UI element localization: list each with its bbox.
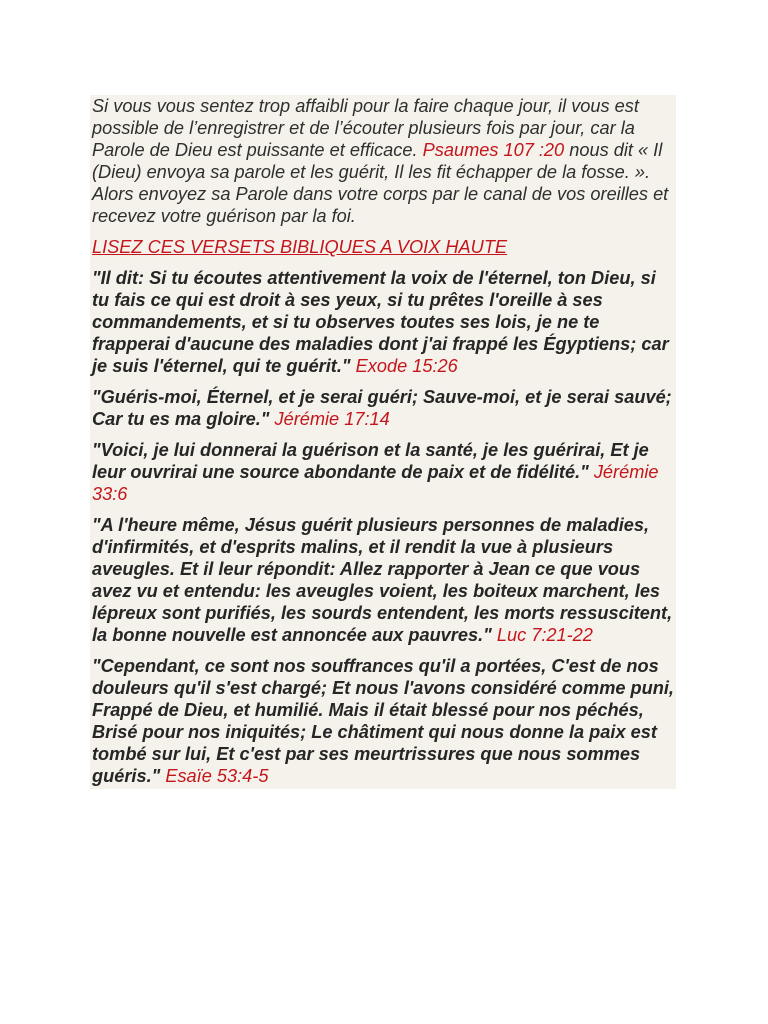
intro-text-continued: nous dit « Il (Dieu) envoya sa parole et les guérit, Il les fit échapper de la fosse. ». Alors envoyez sa Parole dans votre corps par le canal de vos oreilles et recevez votre guérison par la foi. bbox=[92, 140, 669, 226]
verse-text: "Guéris-moi, Éternel, et je serai guéri; Sauve-moi, et je serai sauvé; Car tu es ma gloire." bbox=[92, 387, 672, 429]
verse-reference: Esaïe 53:4-5 bbox=[165, 766, 269, 786]
intro-reference: Psaumes 107 :20 bbox=[422, 140, 565, 160]
section-heading: LISEZ CES VERSETS BIBLIQUES A VOIX HAUTE bbox=[92, 237, 508, 257]
verse-paragraph bbox=[92, 267, 676, 377]
verse-text: "Il dit: Si tu écoutes attentivement la voix de l'éternel, ton Dieu, si tu fais ce qui est droit à ses yeux, si tu prêtes l'oreille à ses commandements, et si tu observes toutes ses lois, je ne te frapperai d'aucune des maladies dont j'ai frappé les Égyptiens; car je suis l'éternel, qui te guérit." bbox=[92, 268, 669, 376]
verse-reference: Luc 7:21-22 bbox=[496, 625, 593, 645]
verse-paragraph bbox=[92, 655, 676, 787]
verse-reference: Jérémie 17:14 bbox=[274, 409, 390, 429]
verse-text: "Cependant, ce sont nos souffrances qu'il a portées, C'est de nos douleurs qu'il s'est chargé; Et nous l'avons considéré comme puni, Frappé de Dieu, et humilié. Mais il était blessé pour nos péchés, Brisé pour nos iniquités; Le châtiment qui nous donne la paix est tombé sur lui, Et c'est par ses meurtrissures que nous sommes guéris." bbox=[92, 656, 674, 786]
verse-paragraph bbox=[92, 514, 676, 646]
verse-text: "Voici, je lui donnerai la guérison et la santé, je les guérirai, Et je leur ouvrirai une source abondante de paix et de fidélité." bbox=[92, 440, 649, 482]
intro-paragraph bbox=[92, 95, 676, 227]
verse-text: "A l'heure même, Jésus guérit plusieurs personnes de maladies, d'infirmités, et d'esprits malins, et il rendit la vue à plusieurs aveugles. Et il leur répondit: Allez rapporter à Jean ce que vous avez vu et entendu: les aveugles voient, les boiteux marchent, les lépreux sont purifiés, les sourds entendent, les morts ressuscitent, la bonne nouvelle est annoncée aux pauvres." bbox=[92, 515, 673, 645]
verse-paragraph bbox=[92, 439, 676, 505]
verse-reference: Jérémie 33:6 bbox=[92, 462, 659, 504]
document-page bbox=[90, 95, 676, 789]
verse-paragraph bbox=[92, 386, 676, 430]
verse-reference: Exode 15:26 bbox=[355, 356, 458, 376]
intro-text: Si vous vous sentez trop affaibli pour la faire chaque jour, il vous est possible de l’enregistrer et de l’écouter plusieurs fois par jour, car la Parole de Dieu est puissante et efficace. bbox=[92, 96, 639, 160]
